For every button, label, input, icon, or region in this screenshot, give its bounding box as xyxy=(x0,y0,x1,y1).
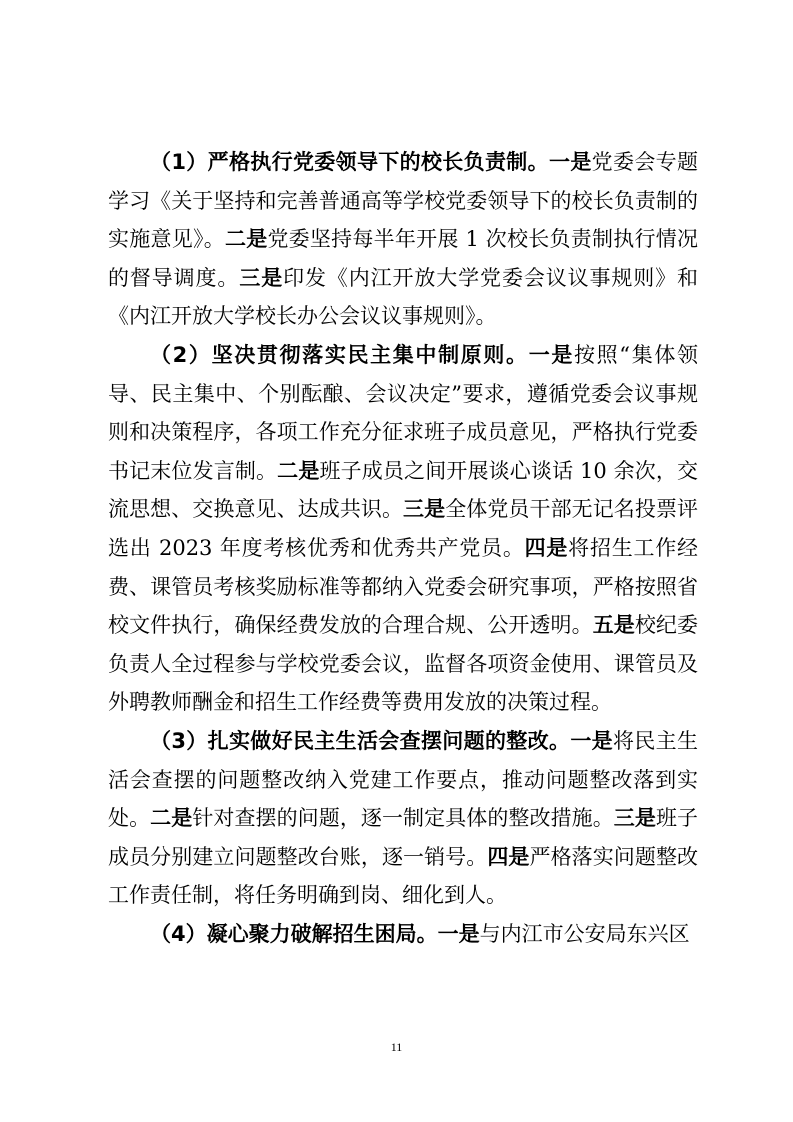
paragraph-3 xyxy=(108,722,698,915)
bold-text-segment: （4）凝心聚力破解招生困局。 xyxy=(150,921,438,946)
text-segment: 针对查摆的问题，逐一制定具体的整改措施。 xyxy=(192,806,614,831)
paragraph-1 xyxy=(108,143,698,336)
text-segment: 班子成员之间开展谈心谈话 10 余次，交流思想、交换意见、达成共识。 xyxy=(108,458,699,522)
text-segment: 与内江市公安局东兴区 xyxy=(479,921,690,946)
bold-text-segment: 一是 xyxy=(528,342,574,367)
text-segment: 将招生工作经费、课管员考核奖励标准等都纳入党委会研究事项，严格按照省校文件执行，确保经费发放的合理合规、公开透明。 xyxy=(108,535,699,638)
text-segment: 班子成员分别建立问题整改台账，逐一销号。 xyxy=(108,806,699,869)
document-body xyxy=(108,143,698,953)
bold-text-segment: 二是 xyxy=(277,458,320,483)
bold-text-segment: 四是 xyxy=(524,535,569,560)
bold-text-segment: 三是 xyxy=(403,497,446,522)
text-segment: 党委会专题学习《关于坚持和完善普通高等学校党委领导下的校长负责制的实施意见》。 xyxy=(108,150,698,252)
bold-text-segment: 二是 xyxy=(224,227,268,252)
bold-text-segment: （1）严格执行党委领导下的校长负责制。 xyxy=(150,150,549,174)
text-segment: 严格落实问题整改工作责任制，将任务明确到岗、细化到人。 xyxy=(108,844,699,908)
text-segment: 全体党员干部无记名投票评选出 2023 年度考核优秀和优秀共产党员。 xyxy=(108,497,699,560)
bold-text-segment: 一是 xyxy=(548,150,592,174)
bold-text-segment: 一是 xyxy=(570,728,613,753)
bold-text-segment: 三是 xyxy=(239,265,284,290)
bold-text-segment: 四是 xyxy=(487,844,530,869)
text-segment: 校纪委负责人全过程参与学校党委会议，监督各项资金使用、课管员及外聘教师酬金和招生工作经费等费用发放的决策过程。 xyxy=(108,613,699,715)
bold-text-segment: 一是 xyxy=(437,921,480,946)
bold-text-segment: 二是 xyxy=(150,806,193,831)
bold-text-segment: 三是 xyxy=(613,806,656,831)
text-segment: 将民主生活会查摆的问题整改纳入党建工作要点，推动问题整改落到实处。 xyxy=(108,728,698,831)
bold-text-segment: （2）坚决贯彻落实民主集中制原则。 xyxy=(150,342,529,367)
text-segment: 印发《内江开放大学党委会议议事规则》和《内江开放大学校长办公会议议事规则》。 xyxy=(108,265,699,329)
bold-text-segment: 五是 xyxy=(592,613,635,638)
paragraph-2 xyxy=(108,336,698,722)
page-number: 11 xyxy=(390,1040,403,1054)
paragraph-4 xyxy=(108,915,698,954)
text-segment: 按照“集体领导、民主集中、个别酝酿、会议决定”要求，遵循党委会议事规则和决策程序，各项工作充分征求班子成员意见，严格执行党委书记末位发言制。 xyxy=(108,342,698,483)
text-segment: 党委坚持每半年开展 1 次校长负责制执行情况的督导调度。 xyxy=(108,227,698,290)
bold-text-segment: （3）扎实做好民主生活会查摆问题的整改。 xyxy=(150,728,571,753)
